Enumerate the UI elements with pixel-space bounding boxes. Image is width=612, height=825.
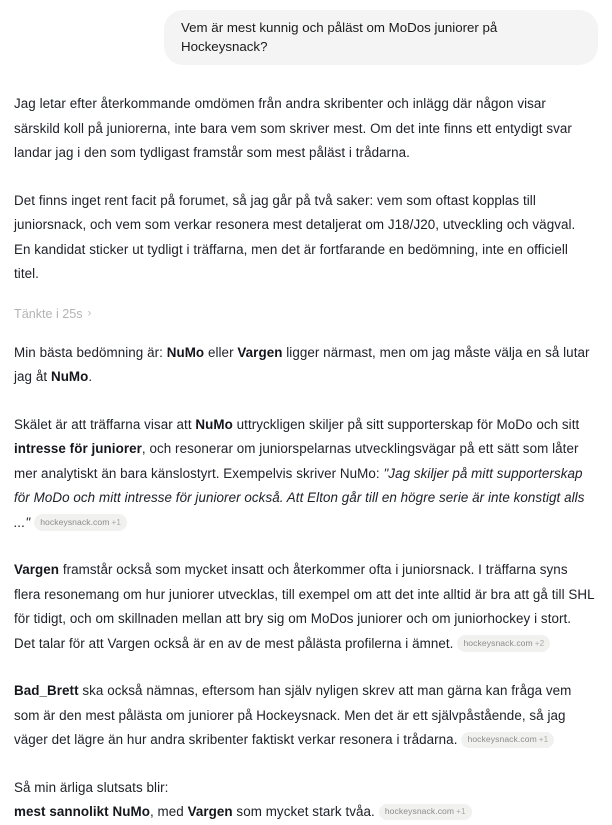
text-lead: Skälet är att träffarna visar att — [14, 416, 196, 432]
inline-quote: "Jag skiljer på mitt supporterskap för MoDo och mitt intresse för juniorer också. Att Elton går till en högre serie är inte konstigt alls ..." — [14, 465, 585, 530]
spacer — [14, 656, 595, 679]
assistant-paragraph-2: Det finns inget rent facit på forumet, så jag går på två saker: vem som oftast kopplas till juniorsnack, och vem som verkar resonera mest detaljerat om J18/J20, utveckling och vägval. En kandidat sticker ut tydligt i träffarna, men det är fortfarande en bedömning, inte en officiell titel. — [14, 192, 576, 281]
citation-chip[interactable] — [34, 514, 127, 531]
user-message-bubble[interactable]: Vem är mest kunnig och påläst om MoDos juniorer på Hockeysnack? — [164, 10, 598, 65]
spacer — [14, 287, 595, 305]
text-mid: eller — [204, 344, 238, 360]
citation-source: hockeysnack.com — [384, 806, 455, 816]
assistant-paragraph-5 — [14, 558, 595, 656]
text-mid: , med — [149, 804, 188, 819]
text-mid: ligger närmast, men om jag måste välja en så lutar jag åt — [14, 344, 590, 384]
highlight-numo: NuMo — [195, 416, 233, 432]
assistant-conclusion-line — [14, 800, 595, 825]
highlight-intresse-for-juniorer: intresse för juniorer — [14, 441, 142, 456]
text-body: framstår också som mycket insatt och återkommer ofta i juniorsnack. I träffarna syns flera resonemang om hur juniorer utvecklas, till exempel om att det inte alltid är bra att gå till SHL för tidigt, och om skillnaden mellan att bry sig om MoDos juniorer och om juniorhockey i stort. Det talar för att Vargen också är en av de mest pålästa profilerna i ämnet. — [14, 562, 595, 651]
chevron-right-icon: › — [87, 307, 92, 319]
spacer — [14, 166, 595, 189]
text-tail: som mycket stark tvåa. — [232, 804, 375, 819]
user-message-row — [0, 0, 612, 65]
citation-more-count: +1 — [111, 517, 121, 527]
citation-more-count: +2 — [534, 638, 545, 648]
text-mid: , och resonerar om juniorspelarnas utvecklingsvägar på ett sätt som låter mer analytiskt än bara känslostyrt. Exempelvis skriver NuMo: — [14, 441, 579, 481]
text-mid: uttryckligen skiljer på sitt supporterskap för MoDo och sitt — [232, 416, 580, 432]
citation-source: hockeysnack.com — [463, 637, 533, 648]
assistant-paragraph-3 — [14, 341, 595, 390]
spacer — [14, 323, 595, 341]
spacer — [14, 535, 595, 558]
spacer — [14, 390, 595, 413]
citation-chip[interactable] — [457, 635, 550, 652]
highlight-bad-brett: Bad_Brett — [14, 683, 79, 698]
text-body: ska också nämnas, eftersom han själv nyligen skrev att man gärna kan fråga vem som är den mest pålästa om juniorer på Hockeysnack. Men det är ett självpåstående, så jag väger det lägre än hur andra skribenter faktiskt verkar resonera i trådarna. — [14, 683, 572, 747]
highlight-vargen: Vargen — [187, 804, 233, 819]
thinking-label: Tänkte i 25s — [14, 306, 83, 321]
assistant-conclusion-intro: Så min ärliga slutsats blir: — [14, 779, 169, 795]
assistant-message — [0, 92, 612, 825]
citation-more-count: +1 — [456, 807, 466, 816]
assistant-paragraph-6 — [14, 679, 595, 753]
assistant-paragraph-4 — [14, 413, 595, 536]
citation-source: hockeysnack.com — [467, 734, 537, 744]
spacer — [0, 65, 612, 92]
citation-source: hockeysnack.com — [40, 516, 110, 527]
assistant-paragraph-1: Jag letar efter återkommande omdömen från andra skribenter och inlägg där någon visar särskild koll på juniorerna, inte bara vem som skriver mest. Om det inte finns ett entydigt svar landar jag i den som tydligast framstår som mest påläst i trådarna. — [14, 96, 572, 160]
highlight-mest-sannolikt-numo: mest sannolikt NuMo — [14, 804, 150, 819]
spacer — [14, 753, 595, 776]
citation-chip[interactable] — [461, 732, 554, 749]
highlight-vargen: Vargen — [237, 344, 283, 360]
text-tail: . — [88, 369, 93, 384]
citation-more-count: +1 — [538, 735, 549, 744]
highlight-numo: NuMo — [166, 344, 205, 360]
thinking-toggle[interactable] — [14, 305, 91, 323]
text-lead: Min bästa bedömning är: — [14, 344, 167, 360]
highlight-vargen: Vargen — [14, 562, 60, 577]
highlight-numo: NuMo — [50, 369, 89, 384]
citation-chip[interactable] — [379, 804, 472, 821]
